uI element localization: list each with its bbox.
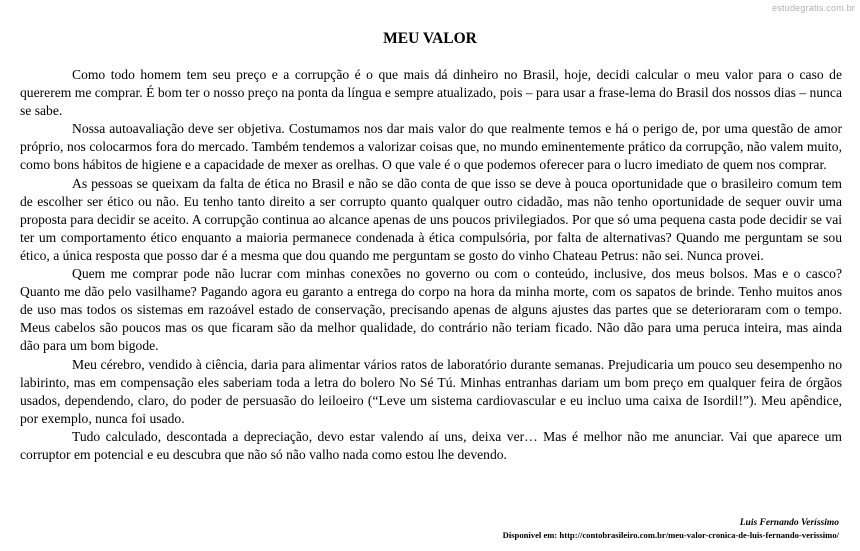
paragraph-3: As pessoas se queixam da falta de ética no Brasil e não se dão conta de que isso se deve à pouca oportunidade que o brasileiro comum tem de escolher ser ético ou não. Eu tenho tanto direito a ser corrupto quanto qualquer outro cidadão, mas não tenho oportunidade de sequer ouvir uma proposta para decidir se aceito. A corrupção continua ao alcance apenas de uns poucos privilegiados. Por que só uma pequena casta pode decidir se vai ter um comportamento ético enquanto a maioria permanece condenada à ética compulsória, por falta de alternativas? Quando me perguntam se sou ético, a única resposta que posso dar é a mesma que dou quando me perguntam se gosto do vinho Chateau Petrus: não sei. Nunca provei. [20,175,842,263]
paragraph-6: Tudo calculado, descontada a depreciação, devo estar valendo aí uns, deixa ver… Mas é melhor não me anunciar. Vai que aparece um corruptor em potencial e eu descubra que não só não valho nada como estou lhe devendo. [20,428,842,462]
paragraph-5: Meu cérebro, vendido à ciência, daria para alimentar vários ratos de laboratório durante semanas. Prejudicaria um pouco seu desempenho no labirinto, mas em compensação eles saberiam toda a letra do bolero No Sé Tú. Minhas entranhas dariam um bom preço em qualquer feira de órgãos usados, dependendo, claro, do poder de persuasão do leiloeiro (“Leve um sistema cardiovascular e eu incluo uma caixa de Isordil!”). Meu apêndice, por exemplo, nunca foi usado. [20,356,842,426]
page-title: MEU VALOR [383,30,477,47]
paragraph-1: Como todo homem tem seu preço e a corrupção é o que mais dá dinheiro no Brasil, hoje, decidi calcular o meu valor para o caso de quererem me comprar. É bom ter o nosso preço na ponta da língua e sempre atualizado, pois – para usar a frase-lema do Brasil dos nossos dias – nunca se sabe. [20,67,842,119]
paragraph-2: Nossa autoavaliação deve ser objetiva. Costumamos nos dar mais valor do que realmente temos e há o perigo de, por uma questão de amor próprio, nos colocarmos fora do mercado. Também tendemos a valorizar coisas que, no mundo eminentemente prático da corrupção, não valem muito, como bons hábitos de higiene e a capacidade de mexer as orelhas. O que vale é o que podemos oferecer para o lucro imediato de quem nos comprar. [20,121,842,173]
paragraph-4: Quem me comprar pode não lucrar com minhas conexões no governo ou com o conteúdo, inclusive, dos meus bolsos. Mas e o casco? Quanto me dão pelo vasilhame? Pagando agora eu garanto a entrega do corpo na hora da minha morte, com os sapatos de brinde. Tenho muitos anos de uso mas todos os sistemas em razoável estado de conservação, precisando apenas de alguns ajustes das partes que se deterioraram com o tempo. Meus cabelos são poucos mas os que ficaram são da melhor qualidade, do contrário não teriam ficado. Não dão para uma peruca inteira, mas ainda dão para um bom bigode. [20,266,842,354]
source-citation: Disponível em: http://contobrasileiro.com.br/meu-valor-cronica-de-luis-fernando-verissimo/ [502,530,839,540]
author-credit: Luis Fernando Veríssimo [739,518,839,528]
site-watermark: estudegratis.com.br [772,3,855,13]
article-body [20,66,842,464]
